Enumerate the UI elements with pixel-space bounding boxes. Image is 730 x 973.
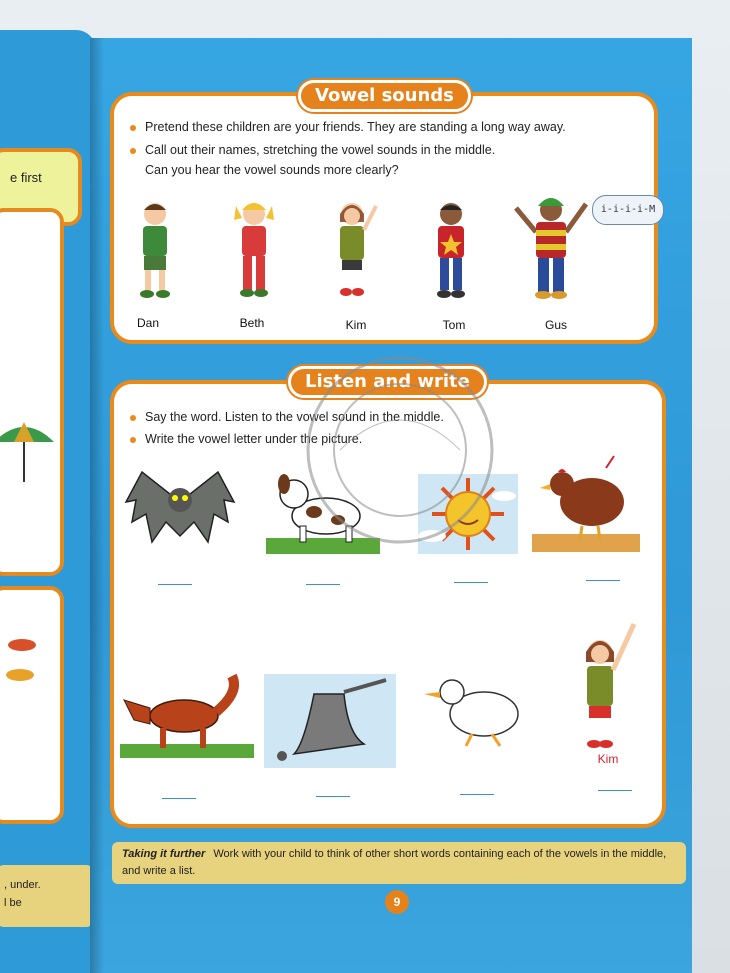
kim-caption: Kim bbox=[597, 752, 619, 766]
vowel-bullet-2 bbox=[130, 143, 495, 157]
watermark-seal bbox=[300, 350, 500, 550]
kid-name-dan: Dan bbox=[136, 316, 159, 330]
kim-picture bbox=[574, 612, 648, 752]
kid-dan-picture bbox=[132, 198, 178, 302]
left-note-line1: , under. bbox=[4, 879, 41, 891]
kid-tom-picture bbox=[428, 198, 474, 302]
kid-name-kim: Kim bbox=[345, 318, 367, 332]
bullet-dot bbox=[130, 148, 136, 154]
listen-bullet-2-text: Write the vowel letter under the picture. bbox=[145, 432, 363, 446]
left-page bbox=[0, 30, 96, 973]
taking-further-box bbox=[112, 842, 686, 884]
speech-bubble: i-i-i-i-M bbox=[592, 195, 664, 225]
vowel-bullet-2-text: Call out their names, stretching the vowel sounds in the middle. bbox=[145, 143, 496, 157]
bat-picture bbox=[122, 462, 238, 550]
listen-bullet-1-text: Say the word. Listen to the vowel sound in the middle. bbox=[145, 410, 444, 424]
kid-name-tom: Tom bbox=[442, 318, 466, 332]
answer-blank-1[interactable] bbox=[158, 584, 192, 585]
bullet-dot bbox=[130, 125, 136, 131]
answer-blank-6[interactable] bbox=[316, 796, 350, 797]
kid-name-gus: Gus bbox=[544, 318, 567, 332]
vowel-line-3: Can you hear the vowel sounds more clearly? bbox=[145, 163, 399, 177]
taking-further-heading: Taking it further bbox=[122, 848, 206, 860]
left-note bbox=[0, 865, 94, 927]
vowel-bullet-1-text: Pretend these children are your friends. They are standing a long way away. bbox=[145, 120, 566, 134]
answer-blank-8[interactable] bbox=[598, 790, 632, 791]
left-note-line2: l be bbox=[4, 897, 22, 909]
taking-further-text: Work with your child to think of other short words containing each of the vowels in the middle, bbox=[213, 848, 667, 860]
umbrella-picture bbox=[0, 412, 54, 492]
taking-further-line2: and write a list. bbox=[122, 865, 196, 877]
left-white-card bbox=[0, 208, 64, 576]
vowel-sounds-title: Vowel sounds bbox=[298, 80, 471, 112]
bell-picture bbox=[264, 674, 396, 768]
kid-beth-picture bbox=[228, 196, 280, 300]
shoe-picture bbox=[2, 630, 42, 690]
bullet-dot bbox=[130, 437, 136, 443]
taking-further-line1 bbox=[122, 848, 666, 860]
left-white-card-2 bbox=[0, 586, 64, 824]
kid-name-beth: Beth bbox=[239, 316, 265, 330]
kid-kim-picture bbox=[332, 196, 382, 300]
duck-picture bbox=[422, 670, 526, 750]
fox-picture bbox=[120, 672, 254, 758]
page-spine-shadow bbox=[90, 38, 104, 973]
left-yellow-text: e first bbox=[10, 170, 42, 185]
answer-blank-2[interactable] bbox=[306, 584, 340, 585]
answer-blank-4[interactable] bbox=[586, 580, 620, 581]
hen-picture bbox=[532, 454, 640, 552]
answer-blank-5[interactable] bbox=[162, 798, 196, 799]
answer-blank-7[interactable] bbox=[460, 794, 494, 795]
kid-gus-picture bbox=[508, 188, 594, 302]
bullet-dot bbox=[130, 415, 136, 421]
answer-blank-3[interactable] bbox=[454, 582, 488, 583]
vowel-bullet-1 bbox=[130, 120, 566, 134]
page-number: 9 bbox=[385, 890, 409, 914]
listen-write-title: Listen and write bbox=[288, 366, 487, 398]
